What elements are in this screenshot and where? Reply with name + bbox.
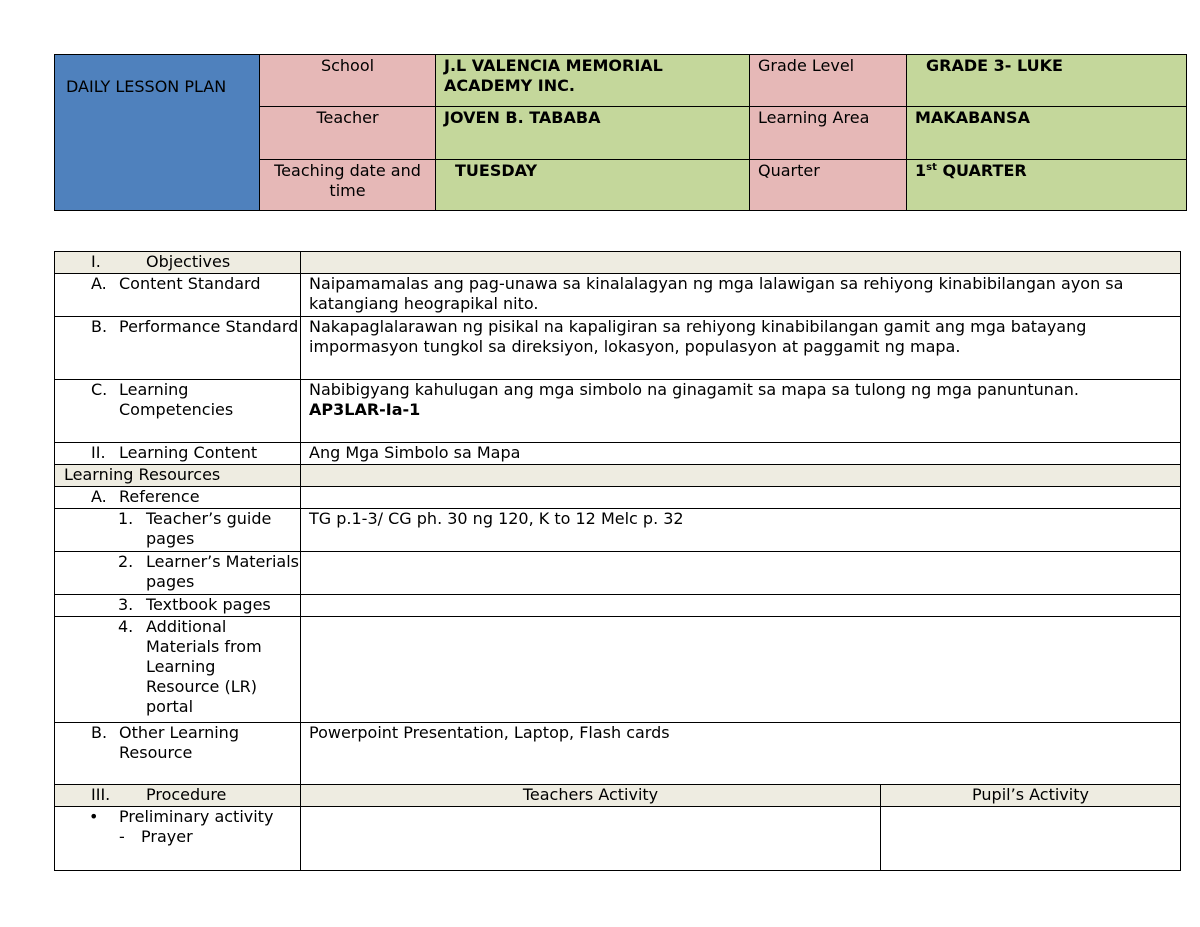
quarter-text: QUARTER	[936, 161, 1027, 180]
learning-resources-label: Learning Resources	[55, 465, 301, 487]
area-label: Learning Area	[750, 107, 907, 160]
textbook-row	[55, 595, 1181, 617]
additional-materials-label: Additional Materials from Learning Resource (LR) portal	[146, 617, 262, 716]
dlp-title: DAILY LESSON PLAN	[66, 77, 227, 96]
learning-content-num: II.	[91, 443, 106, 462]
date-label: Teaching date and time	[260, 160, 436, 211]
performance-standard-label: Performance Standard	[119, 317, 299, 336]
quarter-number: 1	[915, 161, 927, 180]
grade-value: GRADE 3- LUKE	[907, 55, 1187, 107]
quarter-suffix: st	[926, 162, 937, 173]
learning-content-label: Learning Content	[119, 443, 258, 462]
performance-standard-num: B.	[91, 317, 108, 336]
reference-num: A.	[91, 487, 107, 506]
area-value: MAKABANSA	[907, 107, 1187, 160]
performance-standard-row	[55, 317, 1181, 380]
learners-materials-row	[55, 552, 1181, 595]
competency-code: AP3LAR-Ia-1	[309, 400, 421, 419]
procedure-label: Procedure	[146, 785, 227, 804]
quarter-value	[907, 160, 1187, 211]
procedure-num: III.	[91, 785, 111, 804]
quarter-label: Quarter	[750, 160, 907, 211]
learning-content-row	[55, 443, 1181, 465]
objectives-num: I.	[91, 252, 101, 271]
teachers-guide-row	[55, 509, 1181, 552]
textbook-num: 3.	[118, 595, 134, 614]
teacher-label: Teacher	[260, 107, 436, 160]
content-standard-num: A.	[91, 274, 107, 293]
learning-resources-row	[55, 465, 1181, 487]
teachers-guide-num: 1.	[118, 509, 134, 528]
additional-materials-num: 4.	[118, 617, 134, 636]
pupils-activity-header: Pupil’s Activity	[881, 785, 1181, 807]
reference-label: Reference	[119, 487, 200, 506]
competencies-num: C.	[91, 380, 108, 399]
lesson-plan-body	[54, 251, 1181, 871]
learners-materials-label: Learner’s Materials pages	[146, 552, 299, 591]
content-standard-value: Naipamamalas ang pag-unawa sa kinalalagyan ng mga lalawigan sa rehiyong kinabibilangan ayon sa katangiang heograpikal nito.	[301, 274, 1181, 317]
objectives-row	[55, 252, 1181, 274]
teacher-value: JOVEN B. TABABA	[436, 107, 750, 160]
teachers-guide-label: Teacher’s guide pages	[146, 509, 272, 548]
additional-materials-row	[55, 617, 1181, 723]
competencies-row	[55, 380, 1181, 443]
reference-row	[55, 487, 1181, 509]
learning-content-value: Ang Mga Simbolo sa Mapa	[301, 443, 1181, 465]
content-standard-row	[55, 274, 1181, 317]
objectives-label: Objectives	[146, 252, 231, 271]
school-value: J.L VALENCIA MEMORIAL ACADEMY INC.	[436, 55, 750, 107]
other-resource-value: Powerpoint Presentation, Laptop, Flash cards	[301, 723, 1181, 785]
competencies-value: Nabibigyang kahulugan ang mga simbolo na ginagamit sa mapa sa tulong ng mga panuntunan.	[309, 380, 1079, 399]
lesson-plan-header	[54, 54, 1187, 211]
textbook-label: Textbook pages	[146, 595, 271, 614]
preliminary-activity-row	[55, 807, 1181, 871]
dash-icon: -	[119, 827, 125, 846]
grade-label: Grade Level	[750, 55, 907, 107]
learners-materials-num: 2.	[118, 552, 134, 571]
bullet-icon: •	[89, 807, 99, 826]
dlp-title-cell	[55, 55, 260, 211]
preliminary-activity-label: Preliminary activity	[119, 807, 274, 826]
prayer-label: Prayer	[141, 827, 193, 846]
school-label: School	[260, 55, 436, 107]
date-value: TUESDAY	[436, 160, 750, 211]
teachers-guide-value: TG p.1-3/ CG ph. 30 ng 120, K to 12 Melc p. 32	[301, 509, 1181, 552]
teachers-activity-header: Teachers Activity	[301, 785, 881, 807]
other-resource-label: Other Learning Resource	[119, 723, 239, 762]
procedure-row	[55, 785, 1181, 807]
performance-standard-value: Nakapaglalarawan ng pisikal na kapaligiran sa rehiyong kinabibilangan gamit ang mga batayang impormasyon tungkol sa direksiyon, lokasyon, populasyon at paggamit ng mapa.	[301, 317, 1181, 380]
other-resource-num: B.	[91, 723, 108, 742]
content-standard-label: Content Standard	[119, 274, 261, 293]
competencies-label: Learning Competencies	[119, 380, 234, 419]
other-resource-row	[55, 723, 1181, 785]
